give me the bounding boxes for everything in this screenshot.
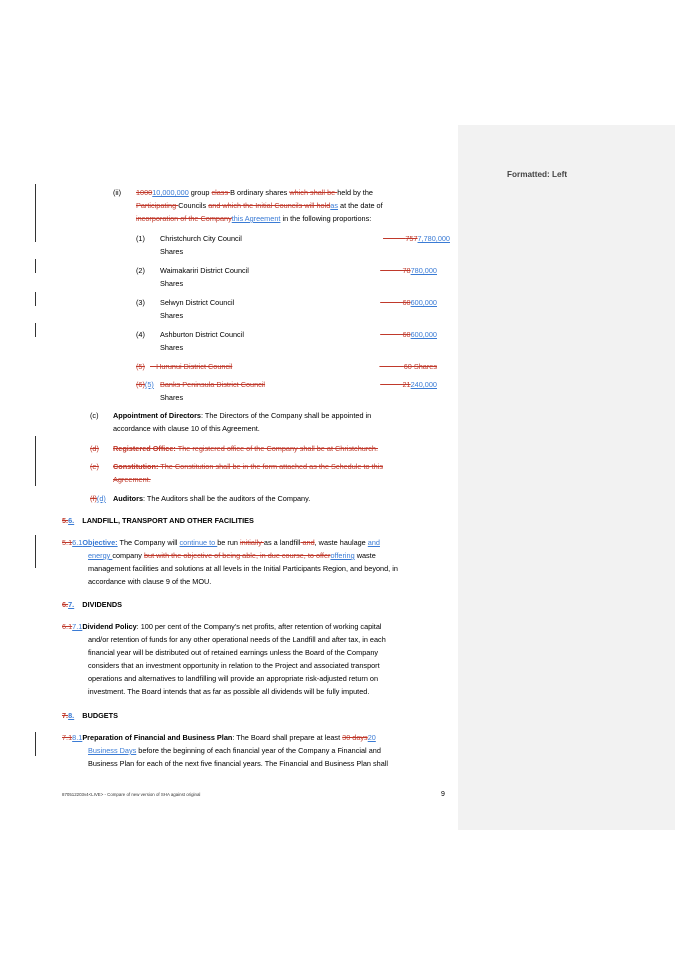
share-count: 60600,000 [402, 298, 437, 307]
clause-e-line-1: Constitution: The Constitution shall be in the form attached as the Schedule to this [113, 462, 383, 471]
section-7-1-line-5: operations and alternatives to landfilling will provide an appropriate risk-adjusted return on [88, 674, 379, 683]
row-number: (4) [136, 330, 145, 339]
share-count: 21240,000 [402, 380, 437, 389]
section-7-1-line-3: financial year will be distributed out of retained earnings unless the Board of the Company [88, 648, 379, 657]
change-bar [35, 535, 36, 568]
row-number: (2) [136, 266, 145, 275]
section-7-heading: 6.7. DIVIDENDS [62, 600, 123, 609]
section-8-1-line-1: 7.18.1Preparation of Financial and Business Plan: The Board shall prepare at least 30 days20 [62, 733, 376, 742]
share-unit: Shares [160, 311, 184, 320]
clause-f-line: Auditors: The Auditors shall be the auditors of the Company. [113, 494, 311, 503]
council-name: Christchurch City Council [160, 234, 242, 243]
change-bar [35, 436, 36, 486]
council-name: Selwyn District Council [160, 298, 235, 307]
clause-f-number: (f)(d) [90, 494, 106, 503]
subclause-number: (ii) [113, 188, 122, 197]
change-bar [35, 732, 36, 756]
share-count: 78780,000 [402, 266, 437, 275]
subclause-ii-line-2: Participating Councils and which the Initial Councils will holdas at the date of [136, 201, 383, 210]
section-6-1-line-4: accordance with clause 9 of the MOU. [88, 577, 212, 586]
comment-margin-panel [458, 125, 675, 830]
document-footer: 870512203v4<LIVE> - Compare of new version of SHA against original [62, 792, 201, 797]
section-7-1-line-4: considers that an investment opportunity in relation to the Project and associated transport [88, 661, 380, 670]
row-number: (1) [136, 234, 145, 243]
row-number: (5) [136, 362, 145, 371]
page-number: 9 [441, 791, 445, 798]
share-unit: Shares [160, 343, 184, 352]
section-6-1-line-3: management facilities and solutions at all levels in the Initial Participants Region, and beyond, in [88, 564, 398, 573]
section-7-1-line-1: 6.17.1Dividend Policy: 100 per cent of the Company’s net profits, after retention of working capital [62, 622, 382, 631]
section-7-1-line-2: and/or retention of funds for any other operational needs of the Landfill and after tax, in each [88, 635, 386, 644]
change-bar [35, 184, 36, 242]
subclause-ii-line-3: incorporation of the Companythis Agreement in the following proportions: [136, 214, 372, 223]
council-name: Banks Peninsula District Council [160, 380, 266, 389]
council-name: Ashburton District Council [160, 330, 244, 339]
share-count: 60600,000 [402, 330, 437, 339]
share-count: 7577,780,000 [405, 234, 450, 243]
section-8-1-line-2: Business Days before the beginning of each financial year of the Company a Financial and [88, 746, 381, 755]
clause-d-number: (d) [90, 444, 99, 453]
section-8-heading: 7.8. BUDGETS [62, 711, 118, 720]
section-7-1-line-6: investment. The Board intends that as far as possible all dividends will be fully imputed. [88, 687, 370, 696]
share-unit: Shares [160, 247, 184, 256]
section-6-1-line-2: energy company but with the objective of being able, in due course, to offeroffering waste [88, 551, 376, 560]
change-bar [35, 259, 36, 273]
share-unit: Shares [160, 393, 184, 402]
row-number: (3) [136, 298, 145, 307]
clause-c-line-2: accordance with clause 10 of this Agreement. [113, 424, 260, 433]
clause-d-line: Registered Office: The registered office of the Company shall be at Christchurch. [113, 444, 378, 453]
council-name: Hurunui District Council [156, 362, 233, 371]
section-8-1-line-3: Business Plan for each of the next five financial years. The Financial and Business Plan shall [88, 759, 389, 768]
share-unit: Shares [160, 279, 184, 288]
change-bar [35, 323, 36, 337]
subclause-ii-line-1: 100010,000,000 group class B ordinary shares which shall be held by the [136, 188, 373, 197]
clause-c-number: (c) [90, 411, 99, 420]
clause-e-number: (e) [90, 462, 99, 471]
share-count: 60 Shares [403, 362, 437, 371]
formatted-left-comment: Formatted: Left [507, 170, 568, 179]
clause-e-line-2: Agreement. [113, 475, 151, 484]
clause-c-line-1: Appointment of Directors: The Directors of the Company shall be appointed in [113, 411, 372, 420]
council-name: Waimakariri District Council [160, 266, 249, 275]
change-bar [35, 292, 36, 306]
section-6-1-line-1: 5.16.1Objective: The Company will continue to be run initially as a landfill and, waste haulage and [62, 538, 380, 547]
section-6-heading: 5.6. LANDFILL, TRANSPORT AND OTHER FACILITIES [62, 516, 254, 525]
row-number: (6)(5) [136, 380, 154, 389]
